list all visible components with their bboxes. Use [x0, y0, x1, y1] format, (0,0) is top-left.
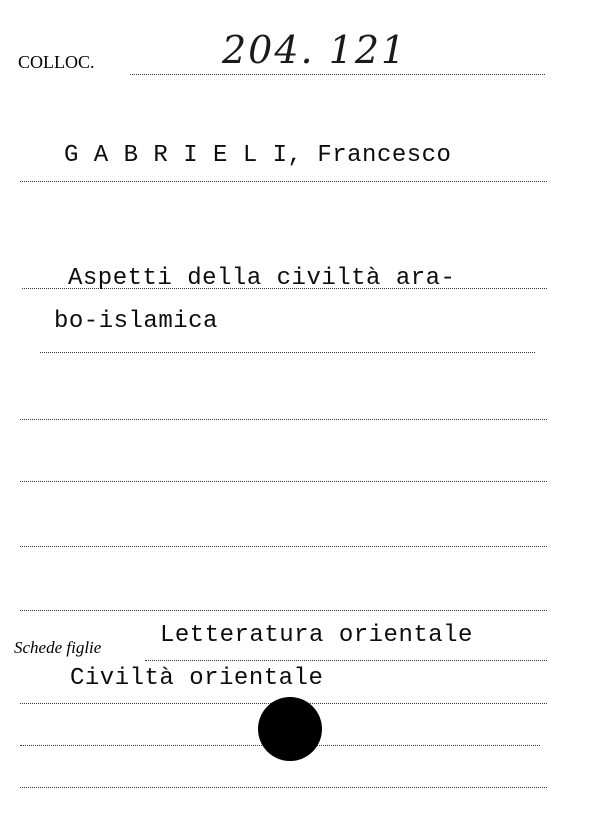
subject-heading-1: Letteratura orientale [160, 622, 473, 649]
subject-heading-2: Civiltà orientale [70, 665, 324, 692]
blank-dotline-2 [20, 481, 547, 482]
blank-dotline-3 [20, 546, 547, 547]
shelfmark: 204. 121 [222, 28, 408, 72]
schede-figlie-label: Schede figlie [14, 638, 102, 657]
title-line-2: bo-islamica [54, 308, 218, 335]
blank-dotline-4 [20, 610, 547, 611]
author-name: G A B R I E L I, Francesco [64, 142, 452, 169]
title-dotline-2 [40, 352, 535, 353]
colloc-dotline [130, 74, 545, 75]
bottom-dotline-2 [20, 787, 547, 788]
blank-dotline-1 [20, 419, 547, 420]
colloc-label: COLLOC. [18, 52, 95, 72]
title-line-1: Aspetti della civiltà ara- [68, 265, 456, 292]
subject-dotline-1 [145, 660, 547, 661]
punch-hole [258, 697, 322, 761]
author-dotline [20, 181, 547, 182]
